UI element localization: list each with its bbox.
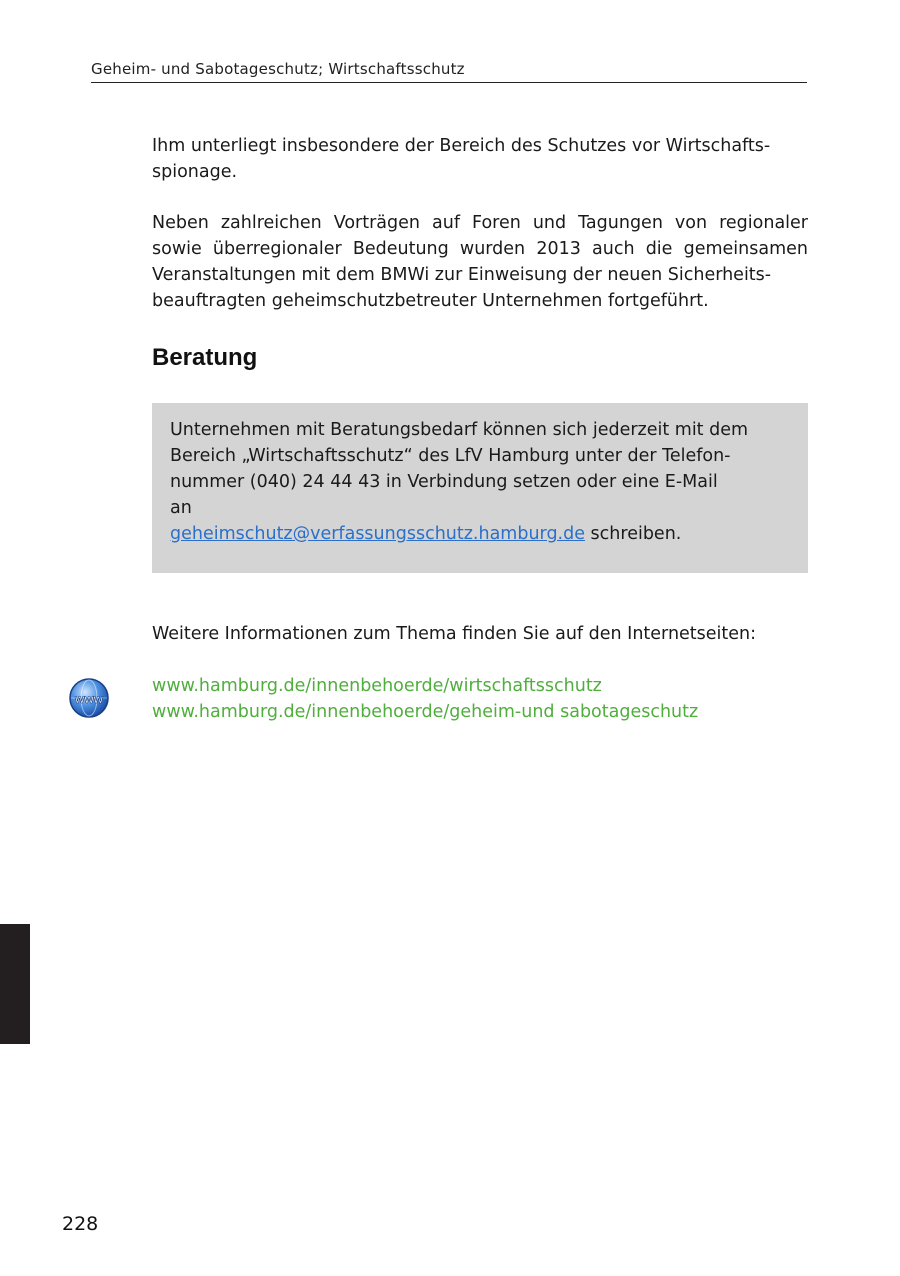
www-globe-icon — [68, 677, 110, 719]
body-paragraph-2: Neben zahlreichen Vorträgen auf Foren und Tagungen von regionaler sowie überregionaler Bedeutung wurden 2013 auch die gemeinsamen Veranstaltungen mit dem BMWi zur Einweisung der neuen Sicherheits- beauftragten geheimschutzbetreuter Unternehmen fortgeführt. — [152, 213, 808, 311]
contact-infobox — [152, 403, 808, 573]
chapter-side-tab — [0, 924, 30, 1044]
website-links — [152, 673, 698, 725]
body-paragraph-1: Ihm unterliegt insbesondere der Bereich des Schutzes vor Wirtschafts- spionage. — [152, 136, 771, 182]
infobox-text: Unternehmen mit Beratungsbedarf können sich jederzeit mit dem Bereich „Wirtschaftsschutz“ des LfV Hamburg unter der Telefon- nummer (040) 24 44 43 in Verbindung setzen oder eine E-Mail an — [170, 420, 749, 518]
section-heading: Beratung — [152, 344, 258, 371]
link-wirtschaftsschutz[interactable]: www.hamburg.de/innenbehoerde/wirtschaftsschutz — [152, 676, 602, 696]
link-geheim-sabotageschutz[interactable]: www.hamburg.de/innenbehoerde/geheim-und sabotageschutz — [152, 702, 699, 722]
more-info-text: Weitere Informationen zum Thema finden Sie auf den Internetseiten: — [152, 624, 757, 644]
svg-text:www: www — [74, 692, 104, 706]
page-number: 228 — [62, 1213, 99, 1235]
infobox-suffix: schreiben. — [584, 524, 682, 544]
running-header: Geheim- und Sabotageschutz; Wirtschaftsschutz — [91, 60, 807, 83]
email-link[interactable]: geheimschutz@verfassungsschutz.hamburg.de — [170, 524, 585, 544]
